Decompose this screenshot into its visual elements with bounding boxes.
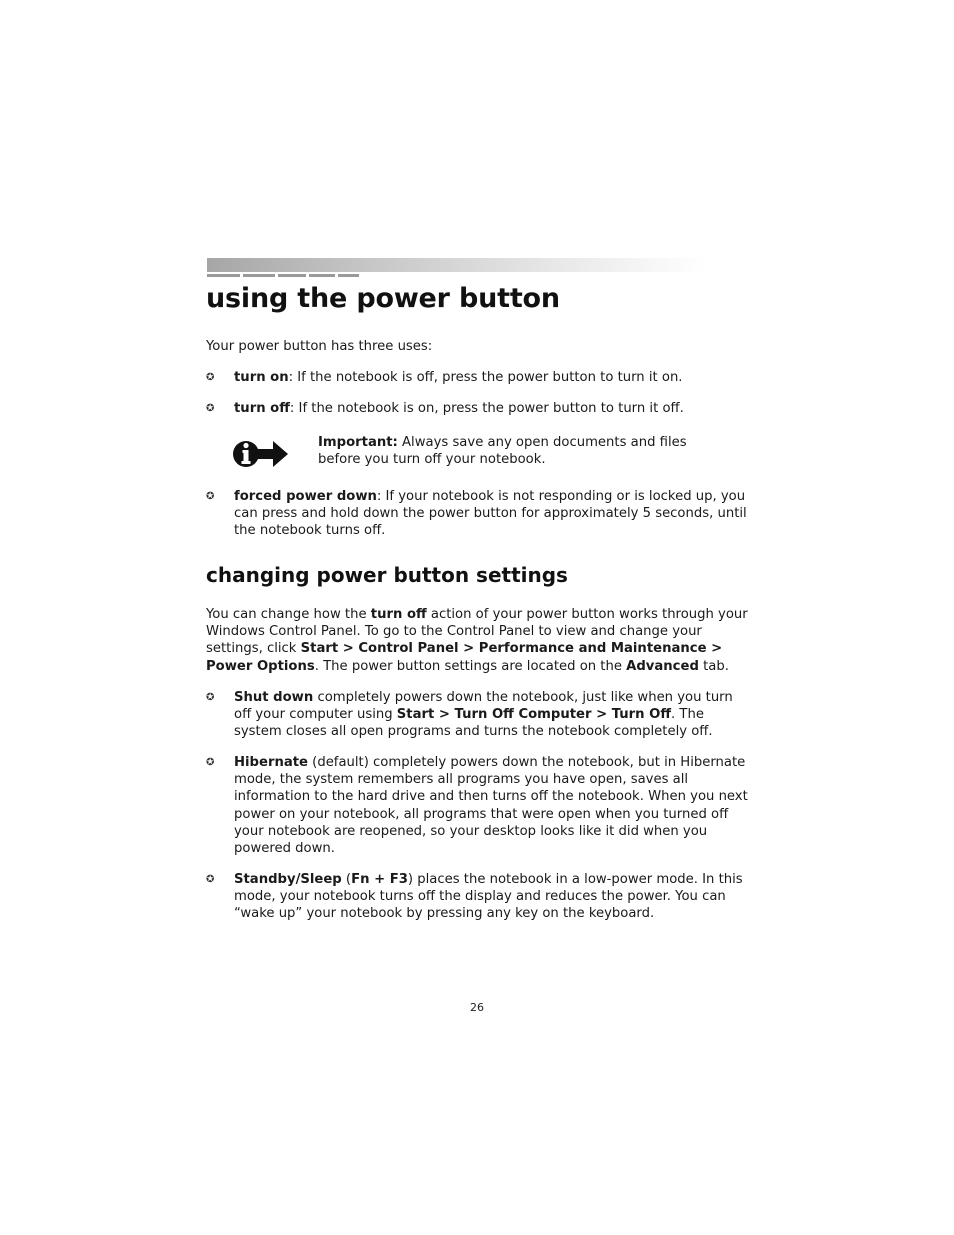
- info-arrow-icon: [233, 437, 289, 471]
- term-hibernate: Hibernate: [234, 755, 308, 770]
- list-item-standby: ✪ Standby/Sleep (Fn + F3) places the notebook in a low-power mode. In this mode, your notebook turns off the display and reduces the power. You can “wake up” your notebook by pressing any key on the keyboard.: [206, 872, 743, 922]
- term-forced-power-down: forced power down: [234, 489, 377, 504]
- note-text: Always save any open documents and files before you turn off your notebook.: [318, 435, 687, 468]
- note-label: Important:: [318, 435, 398, 450]
- key-combo: Fn + F3: [351, 872, 408, 887]
- settings-paragraph: You can change how the turn off action of your power button works through your Windows Control Panel. To go to the Control Panel to view and change your settings, click Start > Control Panel > Performance and Maintenance > Power Options. The power button settings are located on the Advanced tab.: [206, 607, 748, 674]
- desc-turn-off: : If the notebook is on, press the power button to turn it off.: [289, 401, 684, 416]
- term-turn-off: turn off: [234, 401, 290, 416]
- bullet-icon: ✪: [206, 692, 215, 703]
- term-turn-on: turn on: [234, 370, 289, 385]
- list-item-hibernate: [206, 754, 751, 857]
- page-number: 26: [470, 1001, 484, 1014]
- header-gradient-bar: [207, 258, 707, 272]
- list-item-shut-down: ✪ Shut down completely powers down the notebook, just like when you turn off your computer using Start > Turn Off Computer > Turn Off. The system closes all open programs and turns the notebook completely off.: [206, 690, 733, 740]
- important-note: [318, 434, 708, 468]
- term-standby: Standby/Sleep: [234, 872, 342, 887]
- bullet-icon: ✪: [206, 757, 215, 768]
- bullet-icon: ✪: [206, 403, 215, 414]
- list-item-turn-off: [206, 400, 751, 417]
- bullet-icon: ✪: [206, 874, 215, 885]
- page-title: using the power button: [206, 283, 560, 314]
- desc-hibernate: (default) completely powers down the notebook, but in Hibernate mode, the system remembers all programs you have open, saves all information to the hard drive and then turns off the notebook. When you next power on your notebook, all programs that were open when you turned off your notebook are reopened, so your desktop looks like it did when you powered down.: [234, 755, 748, 857]
- bullet-icon: ✪: [206, 491, 215, 502]
- intro-text: Your power button has three uses:: [206, 339, 433, 354]
- list-item-turn-on: [206, 369, 751, 386]
- desc-forced-power-down: : If your notebook is not responding or is locked up, you can press and hold down the power button for approximately 5 seconds, until the notebook turns off.: [234, 489, 747, 539]
- desc-turn-on: : If the notebook is off, press the power button to turn it on.: [288, 370, 683, 385]
- list-item-forced-power-down: [206, 488, 751, 540]
- term-shut-down: Shut down: [234, 690, 314, 705]
- bullet-icon: ✪: [206, 372, 215, 383]
- section-heading: changing power button settings: [206, 563, 568, 587]
